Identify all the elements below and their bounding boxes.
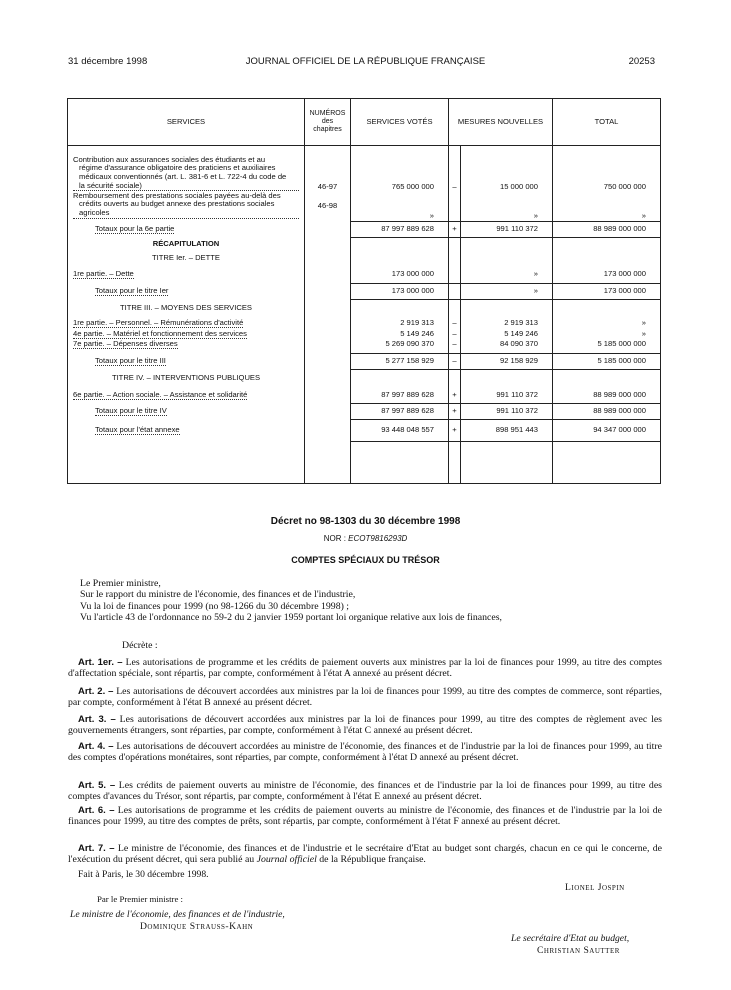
section-heading: TITRE Ier. – DETTE — [68, 252, 305, 266]
preamble-line: Le Premier ministre, — [80, 578, 161, 589]
article-number: Art. 1er. – — [78, 657, 123, 668]
col-header-services: SERVICES — [68, 99, 305, 146]
row-label-line: Remboursement des prestations sociales payées au-delà des — [73, 190, 281, 200]
cell-mesures: 991 110 372 — [461, 404, 553, 420]
cell-total: 750 000 000 — [553, 156, 661, 192]
col-header-total: TOTAL — [553, 99, 661, 146]
article-text: Les autorisations de découvert accordées aux ministres par la loi de finances pour 1999, au titre des comptes de commerce, sont réparties, par compte, conformément à l'état B annexé au présent décret. — [68, 686, 662, 709]
article-4 — [68, 741, 662, 764]
cell-sign: – — [449, 156, 461, 192]
article-text: Les autorisations de découvert accordées aux ministres par la loi de finances pour 1999, au titre des comptes de règlement avec les gouvernements étrangers, sont réparties, par compte, conformément à l'état C annexé au présent décret. — [68, 714, 662, 737]
chapter-number: 46-97 — [305, 156, 351, 192]
cell-votes: 87 997 889 628 — [351, 388, 449, 404]
cell-sign — [449, 284, 461, 300]
chapter-number: 46-98 — [305, 192, 351, 222]
done-at: Fait à Paris, le 30 décembre 1998. — [78, 869, 209, 880]
row-label-line: crédits ouverts au budget annexe des prestations sociales — [79, 199, 275, 209]
col-header-mesures: MESURES NOUVELLES — [449, 99, 553, 146]
row-label: Totaux pour l'état annexe — [95, 425, 180, 435]
cell-mesures: 15 000 000 — [461, 156, 553, 192]
row-label: 7e partie. – Dépenses diverses — [73, 338, 178, 348]
table-row-totaux-6e — [68, 222, 661, 238]
cell-total: 88 989 000 000 — [553, 404, 661, 420]
cell-total: 5 185 000 000 — [553, 340, 661, 354]
secretary-title-text: Le secrétaire d'Etat au budget, — [511, 933, 630, 944]
cell-total: » — [553, 192, 661, 222]
row-label-line: Contribution aux assurances sociales des étudiants et au — [73, 154, 266, 164]
cell-mesures: 898 951 443 — [461, 420, 553, 442]
cell-mesures: » — [461, 284, 553, 300]
table-row-totaux-titre3 — [68, 354, 661, 370]
section-heading: TITRE IV. – INTERVENTIONS PUBLIQUES — [68, 370, 305, 388]
secretary-title — [511, 933, 629, 944]
row-label-line: régime d'assurance obligatoire des praticiens et auxiliaires — [79, 163, 276, 173]
article-3 — [68, 714, 662, 737]
cell-sign: + — [449, 388, 461, 404]
decree-title: Décret no 98-1303 du 30 décembre 1998 — [270, 516, 461, 527]
table-row-totaux-etat — [68, 420, 661, 442]
cell-mesures: 991 110 372 — [461, 222, 553, 238]
cell-mesures: 2 919 313 — [461, 318, 553, 329]
article-number: Art. 5. – — [78, 780, 116, 791]
cell-total: 173 000 000 — [553, 284, 661, 300]
article-text-italic: Journal officiel — [256, 854, 317, 866]
cell-sign: – — [449, 318, 461, 329]
minister-title-text: Le ministre de l'économie, des finances et de l'industrie, — [70, 909, 285, 920]
row-label: Totaux pour la 6e partie — [95, 224, 175, 234]
section-heading: TITRE III. – MOYENS DES SERVICES — [68, 300, 305, 318]
preamble-line: Sur le rapport du ministre de l'économie, des finances et de l'industrie, — [80, 589, 356, 601]
decree-nor — [0, 534, 731, 543]
decree-nor-code: ECOT9816293D — [348, 534, 408, 543]
article-number: Art. 6. – — [78, 805, 115, 816]
decree-preamble — [68, 578, 662, 623]
article-text: Les autorisations de programme et les crédits de paiement ouverts au ministre de l'économie, des finances et de l'industrie par la loi de finances pour 1999, au titre des comptes de prêts, sont répartis, par compte, conformément à l'état F annexé au présent décret. — [68, 805, 662, 828]
table-header-row — [68, 99, 661, 146]
cell-total: 88 989 000 000 — [553, 388, 661, 404]
article-number: Art. 4. – — [78, 741, 114, 752]
article-1 — [68, 657, 662, 680]
article-7 — [68, 843, 662, 866]
cell-total: » — [553, 318, 661, 329]
table-row-recap — [68, 238, 661, 252]
table-row-t3-materiel — [68, 329, 661, 340]
cell-votes: 87 997 889 628 — [351, 222, 449, 238]
cell-mesures: 84 090 370 — [461, 340, 553, 354]
cell-votes: » — [351, 192, 449, 222]
cell-total: 5 185 000 000 — [553, 354, 661, 370]
cell-total: 173 000 000 — [553, 266, 661, 284]
cell-sign: – — [449, 354, 461, 370]
cell-sign — [449, 192, 461, 222]
table-row-totaux-titre4 — [68, 404, 661, 420]
col-header-chapitres — [305, 99, 351, 146]
article-text: Le ministre de l'économie, des finances et de l'industrie et le secrétaire d'Etat au budget sont chargés, chacun en ce qui le concerne, de l'exécution du présent décret, qui sera publié au — [68, 843, 662, 866]
preamble-line: Vu la loi de finances pour 1999 (no 98-1266 du 30 décembre 1998) ; — [80, 600, 350, 612]
article-6 — [68, 805, 662, 828]
cell-votes: 173 000 000 — [351, 284, 449, 300]
cell-votes: 2 919 313 — [351, 318, 449, 329]
decree-subtitle: COMPTES SPÉCIAUX DU TRÉSOR — [291, 555, 440, 565]
row-label-line: agricoles — [73, 209, 299, 219]
table-row-totaux-titre1 — [68, 284, 661, 300]
row-label: 4e partie. – Matériel et fonctionnement des services — [73, 328, 247, 338]
article-number: Art. 3. – — [78, 714, 116, 725]
cell-sign: – — [449, 340, 461, 354]
budget-table — [67, 98, 661, 484]
table-row-titre3 — [68, 300, 661, 318]
row-label: 1re partie. – Dette — [73, 269, 134, 279]
secretary-name: Christian Sautter — [537, 945, 620, 956]
cell-votes: 87 997 889 628 — [351, 404, 449, 420]
signatory-prime-minister: Lionel Jospin — [565, 882, 625, 893]
article-number: Art. 7. – — [78, 843, 115, 854]
section-heading: RÉCAPITULATION — [68, 238, 305, 252]
row-label: Totaux pour le titre III — [95, 356, 166, 366]
table-row-t3-depenses — [68, 340, 661, 354]
cell-votes: 765 000 000 — [351, 156, 449, 192]
table-row-partie1 — [68, 266, 661, 284]
article-number: Art. 2. – — [78, 686, 114, 697]
col-header-votes: SERVICES VOTÉS — [351, 99, 449, 146]
table-row-remboursement — [68, 192, 661, 222]
table-row-titre4 — [68, 370, 661, 388]
minister-name: Dominique Strauss-Kahn — [140, 921, 254, 932]
cell-sign: + — [449, 420, 461, 442]
preamble-line: Vu l'article 43 de l'ordonnance no 59-2 du 2 janvier 1959 portant loi organique relative aux lois de finances, — [80, 611, 502, 623]
table-row-titre1 — [68, 252, 661, 266]
cell-votes: 5 277 158 929 — [351, 354, 449, 370]
row-label-line: médicaux conventionnés (art. L. 381-6 et L. 722-4 du code de — [79, 171, 287, 181]
header-date: 31 décembre 1998 — [68, 56, 148, 67]
cell-sign: – — [449, 329, 461, 340]
cell-total: 88 989 000 000 — [553, 222, 661, 238]
header-title: JOURNAL OFFICIEL DE LA RÉPUBLIQUE FRANÇAISE — [245, 56, 486, 67]
article-5 — [68, 780, 662, 803]
article-text: de la République française. — [316, 854, 426, 866]
cell-mesures: 991 110 372 — [461, 388, 553, 404]
row-label: 1re partie. – Personnel. – Rémunérations d'activité — [73, 317, 244, 327]
article-text: Les crédits de paiement ouverts au ministre de l'économie, des finances et de l'industrie par la loi de finances pour 1999, au titre des comptes d'avances du Trésor, sont répartis, par compte, conformément à l'état E annexé au présent décret. — [68, 780, 662, 803]
cell-mesures: 92 158 929 — [461, 354, 553, 370]
col-header-chapitres-line: des — [321, 117, 334, 125]
cell-votes: 5 269 090 370 — [351, 340, 449, 354]
cell-votes: 5 149 246 — [351, 329, 449, 340]
row-label: Totaux pour le titre Ier — [95, 286, 169, 296]
cell-mesures: » — [461, 192, 553, 222]
row-label-line: la sécurité sociale) — [73, 182, 299, 192]
decree-decrete: Décrète : — [122, 640, 158, 651]
cell-sign: + — [449, 404, 461, 420]
table-row-partie6 — [68, 388, 661, 404]
cell-sign: + — [449, 222, 461, 238]
row-label: Totaux pour le titre IV — [95, 406, 167, 416]
cell-total: 94 347 000 000 — [553, 420, 661, 442]
col-header-chapitres-line: chapitres — [313, 126, 342, 134]
col-header-chapitres-line: NUMÉROS — [309, 109, 346, 117]
cell-sign — [449, 266, 461, 284]
cell-mesures: » — [461, 266, 553, 284]
decree-nor-label: NOR : — [323, 534, 346, 543]
cell-total: » — [553, 329, 661, 340]
cell-mesures: 5 149 246 — [461, 329, 553, 340]
article-2 — [68, 686, 662, 709]
article-text: Les autorisations de programme et les crédits de paiement ouverts aux ministres par la loi de finances pour 1999, au titre des comptes d'affectation spéciale, sont répartis, par compte, conformément à l'état A annexé au présent décret. — [68, 657, 662, 680]
cell-votes: 173 000 000 — [351, 266, 449, 284]
article-text: Les autorisations de découvert accordées au ministre de l'économie, des finances et de l'industrie par la loi de finances pour 1999, au titre des comptes d'opérations monétaires, sont réparties, par compte, conformément à l'état D annexé au présent décret. — [68, 741, 662, 764]
table-row-t3-personnel — [68, 318, 661, 329]
minister-title — [70, 909, 285, 920]
row-label: 6e partie. – Action sociale. – Assistance et solidarité — [73, 390, 248, 400]
par-premier-ministre: Par le Premier ministre : — [97, 894, 183, 904]
cell-votes: 93 448 048 557 — [351, 420, 449, 442]
header-page-number: 20253 — [628, 56, 655, 67]
table-row-contribution — [68, 156, 661, 192]
